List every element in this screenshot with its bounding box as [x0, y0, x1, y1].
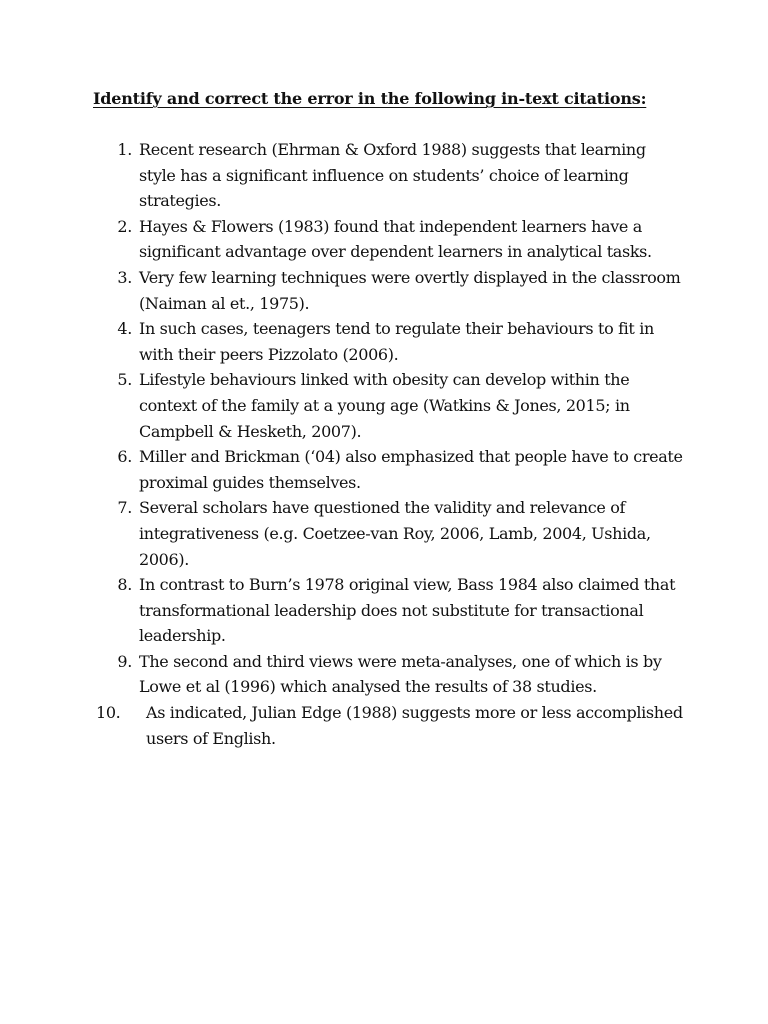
list-item-number: 4.: [117, 319, 132, 339]
list-item-number: 7.: [117, 498, 132, 518]
list-item-text: In such cases, teenagers tend to regulate their behaviours to fit in with their peers Pizzolato (2006).: [139, 319, 654, 364]
list-item-7: [0, 495, 768, 572]
list-item-1: [0, 137, 768, 214]
list-item-number: 2.: [117, 216, 132, 236]
list-item-number: 6.: [117, 447, 132, 467]
list-item-text: Miller and Brickman (‘04) also emphasized that people have to create proximal guides themselves.: [139, 447, 683, 492]
list-item-text: Hayes & Flowers (1983) found that independent learners have a significant advantage over dependent learners in analytical tasks.: [139, 216, 652, 262]
list-item-text: As indicated, Julian Edge (1988) suggests more or less accomplished users of English.: [146, 703, 683, 748]
list-item-number: 10.: [96, 703, 121, 723]
worksheet-heading: Identify and correct the error in the following in-text citations:: [93, 89, 647, 108]
list-item-3: [0, 265, 768, 316]
list-item-text: The second and third views were meta-analyses, one of which is by Lowe et al (1996) which analysed the results of 38 studies.: [139, 651, 662, 697]
list-item-text: Several scholars have questioned the validity and relevance of integrativeness (e.g. Coetzee-van Roy, 2006, Lamb, 2004, Ushida, 2006).: [139, 498, 651, 569]
citation-exercise-list: [0, 137, 768, 751]
list-item-4: [0, 316, 768, 367]
list-item-text: In contrast to Burn’s 1978 original view, Bass 1984 also claimed that transformational leadership does not substitute for transactional leadership.: [139, 575, 676, 646]
list-item-10: [0, 700, 768, 751]
list-item-number: 8.: [117, 575, 132, 595]
list-item-number: 1.: [117, 140, 132, 159]
list-item-2: [0, 214, 768, 265]
list-item-6: [0, 444, 768, 495]
list-item-text: Very few learning techniques were overtly displayed in the classroom (Naiman al et., 1975).: [139, 267, 681, 313]
list-item-number: 5.: [117, 370, 132, 390]
list-item-number: 3.: [117, 267, 132, 287]
list-item-number: 9.: [117, 651, 132, 671]
list-item-text: Lifestyle behaviours linked with obesity can develop within the context of the family at a young age (Watkins & Jones, 2015; in Campbell & Hesketh, 2007).: [139, 370, 630, 441]
list-item-5: [0, 367, 768, 444]
list-item-text: Recent research (Ehrman & Oxford 1988) suggests that learning style has a significant influence on students’ choice of learning strategies.: [139, 140, 646, 211]
list-item-9: [0, 649, 768, 700]
list-item-8: [0, 572, 768, 649]
